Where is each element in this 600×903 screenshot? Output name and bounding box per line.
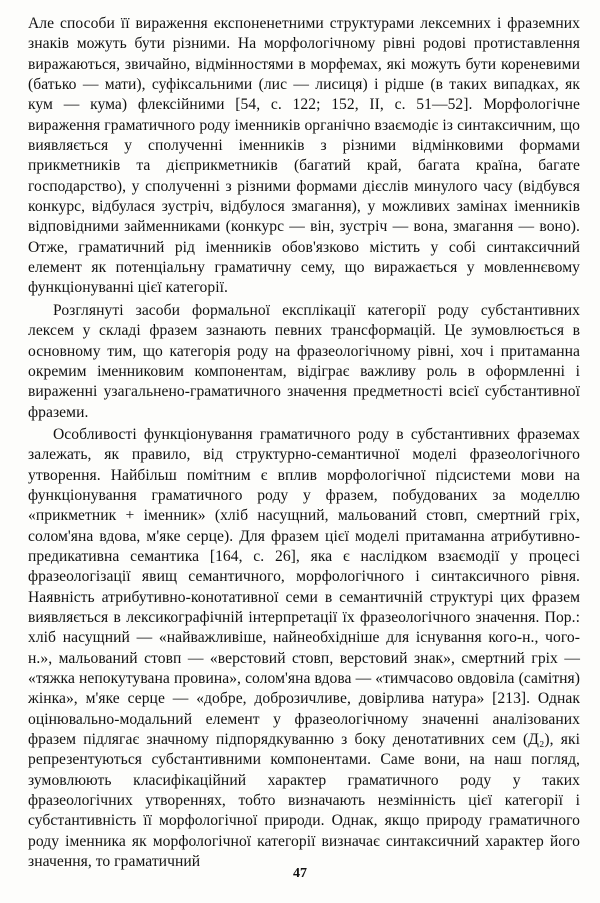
paragraph-2: Розглянуті засоби формальної експлікації категорії роду субстантивних лексем у складі фразем зазнають певних трансформацій. Це зумовлюється в основному тим, що категорія роду на фразеологічному рівні, хоч і притаманна окремим іменниковим компонентам, відіграє важливу роль в оформленні і вираженні узагальнено-граматичного значення предметності всієї субстантивної фраземи. — [28, 301, 580, 421]
paragraph-3: Особливості функціонування граматичного роду в субстантивних фраземах залежать, як правило, від структурно-семантичної моделі фразеологічного утворення. Найбільш помітним є вплив морфологічної підсистеми мови на функціонування граматичного роду у фразем, побудованих за моделлю «прикметник + іменник» (хліб насущний, мальований стовп, смертний гріх, солом'яна вдова, м'яке серце). Для фразем цієї моделі притаманна атрибутивно-предикативна семантика [164, с. 26], яка є наслідком взаємодії у процесі фразеологізації явищ семантичного, морфологічного і синтаксичного рівня. Наявність атрибутивно-конотативної семи в семантичній структурі цих фразем виявляється в лексикографічній інтерпретації їх фразеологічного значення. Пор.: хліб насущний — «найважливіше, найнеобхідніше для існування кого-н., чого-н.», мальований стовп — «верстовий стовп, верстовий знак», смертний гріх — «тяжка непокутувана провина», солом'яна вдова — «тимчасово овдовіла (самітня) жінка», м'яке серце — «добре, доброзичливе, довірлива натура» [213]. Однак оцінювально-модальний елемент у фразеологічному значенні аналізованих фразем підлягає значному підпорядкуванню з боку денотативних сем (Д₂), які репрезентуються субстантивними компонентами. Саме вони, на наш погляд, зумовлюють класифікаційний характер граматичного роду у таких фразеологічних утвореннях, тобто визначають незмінність цієї категорії і субстантивність її морфологічної природи. Однак, якщо природу граматичного роду іменника як морфологічної категорії визначає синтаксичний характер його значення, то граматичний — [28, 425, 580, 871]
page-number: 47 — [293, 866, 307, 881]
body-text — [28, 14, 580, 872]
paragraph-1: Але способи її вираження експоненетними структурами лексемних і фраземних знаків можуть бути різними. На морфологічному рівні родові протиставлення виражаються, звичайно, відмінностями в морфемах, які можуть бути кореневими (батько — мати), суфіксальними (лис — лисиця) і рідше (в таких випадках, як кум — кума) флексійними [54, с. 122; 152, II, с. 51—52]. Морфологічне вираження граматичного роду іменників органічно взаємодіє із синтаксичним, що виявляється у сполученні іменників з різними відмінковими формами прикметників та дієприкметників (багатий край, багата країна, багате господарство), у сполученні з різними формами дієслів минулого часу (відбувся конкурс, відбулася зустріч, відбулося змагання), у можливих замінах іменників відповідними займенниками (конкурс — він, зустріч — вона, змагання — воно). Отже, граматичний рід іменників обов'язково містить у собі синтаксичний елемент як потенціальну граматичну сему, що виражається у мовленнєвому функціонуванні цієї категорії. — [28, 15, 580, 297]
